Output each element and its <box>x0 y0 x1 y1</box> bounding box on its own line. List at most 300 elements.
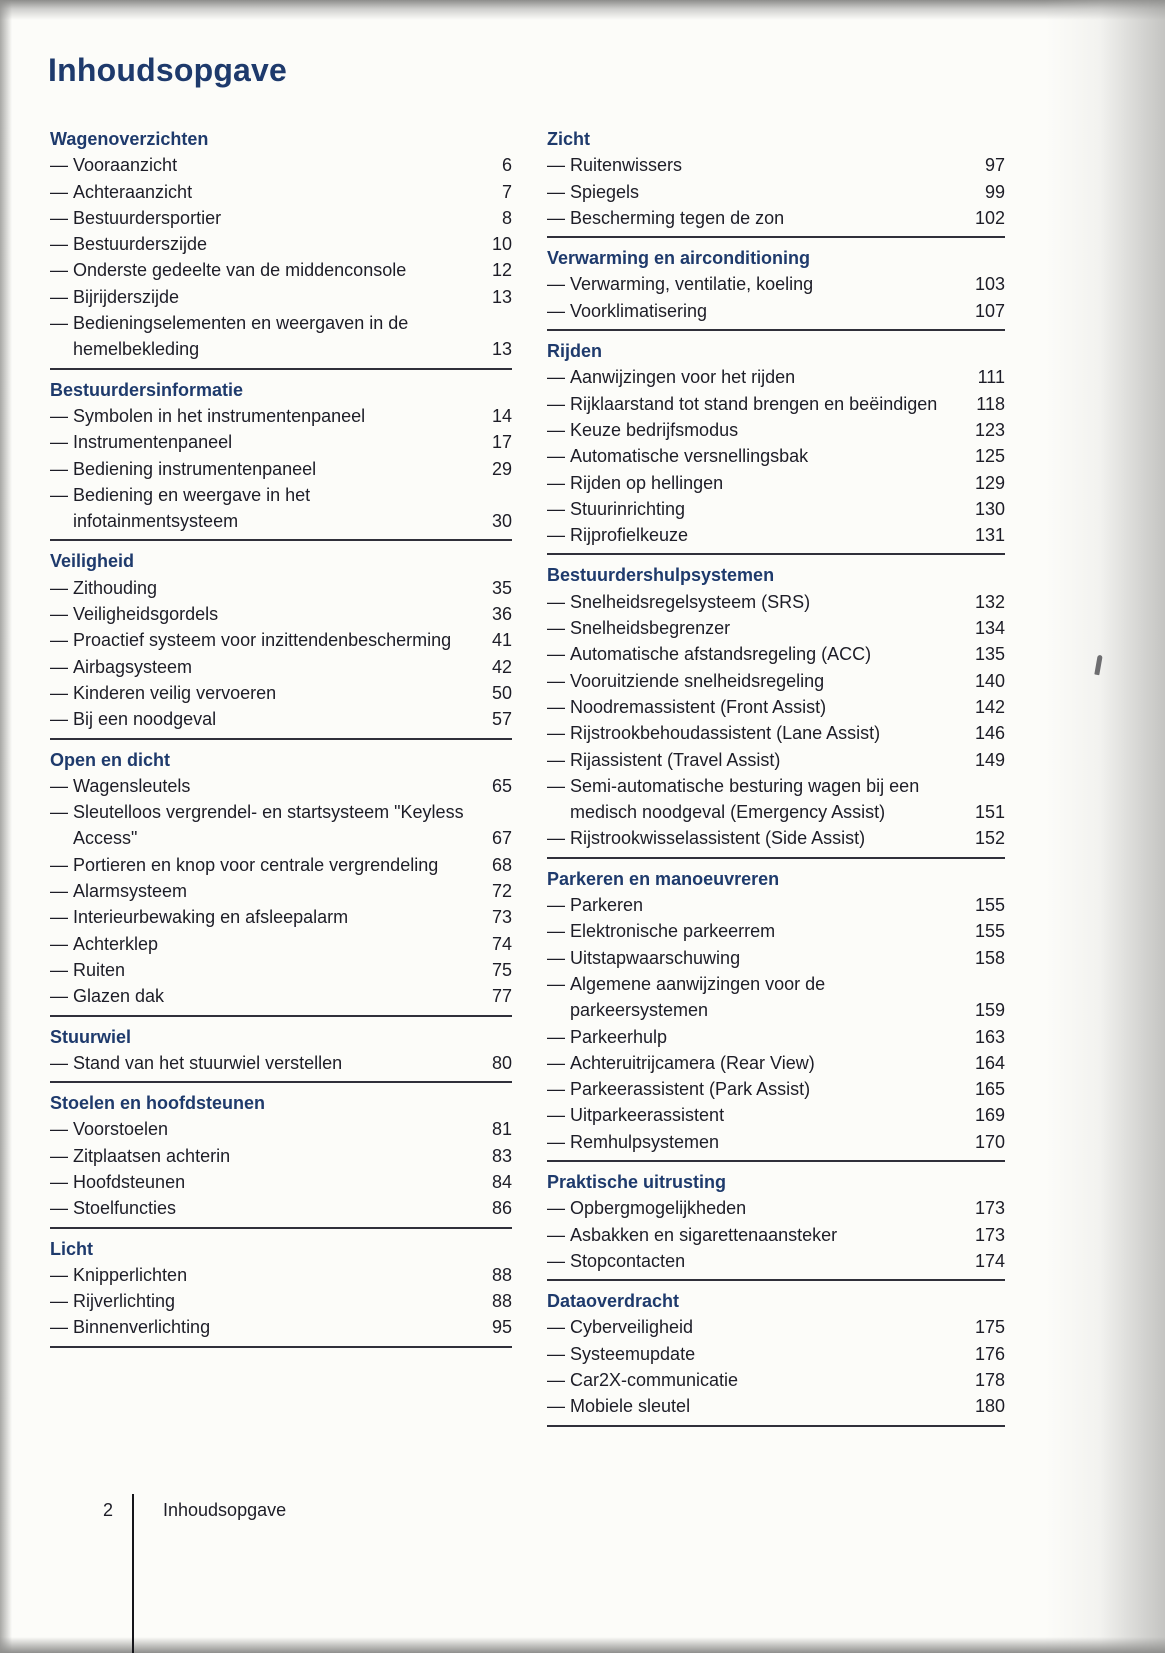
item-page-number: 155 <box>974 895 1005 916</box>
scan-edge-left <box>0 0 12 1653</box>
item-page-number: 36 <box>491 604 512 625</box>
item-page-number: 65 <box>491 775 512 796</box>
toc-item <box>50 429 512 455</box>
item-dash: — <box>547 1079 565 1100</box>
item-page-number: 158 <box>974 947 1005 968</box>
toc-item <box>547 1341 1005 1367</box>
item-label: Binnenverlichting <box>73 1317 211 1338</box>
item-dash: — <box>547 1198 565 1219</box>
item-label: Rijden op hellingen <box>570 472 724 493</box>
toc-item <box>547 892 1005 918</box>
item-page-number: 129 <box>974 472 1005 493</box>
toc-item <box>50 1195 512 1221</box>
item-page-number: 102 <box>974 207 1005 228</box>
item-page-number: 14 <box>491 405 512 426</box>
item-dash: — <box>50 1052 68 1073</box>
item-page-number: 146 <box>974 723 1005 744</box>
item-dash: — <box>50 986 68 1007</box>
item-dash: — <box>547 828 565 849</box>
item-label: Elektronische parkeerrem <box>570 921 776 942</box>
item-page-number: 80 <box>491 1052 512 1073</box>
page-title: Inhoudsopgave <box>48 52 288 88</box>
scan-edge-bottom <box>0 1637 1165 1653</box>
item-label: Achteraanzicht <box>73 181 193 202</box>
item-dash: — <box>547 446 565 467</box>
item-label: Bediening en weergave in het infotainmentsysteem <box>73 484 311 532</box>
item-page-number: 41 <box>491 630 512 651</box>
item-label: Rijprofielkeuze <box>570 525 689 546</box>
toc-item <box>50 773 512 799</box>
item-dash: — <box>547 1224 565 1245</box>
item-label: Rijassistent (Travel Assist) <box>570 749 781 770</box>
item-page-number: 130 <box>974 498 1005 519</box>
item-dash: — <box>547 921 565 942</box>
item-dash: — <box>547 1105 565 1126</box>
item-page-number: 83 <box>491 1145 512 1166</box>
item-label: Keuze bedrijfsmodus <box>570 419 739 440</box>
scan-edge-right <box>1045 0 1165 1653</box>
item-label: Remhulpsystemen <box>570 1131 720 1152</box>
toc-section <box>547 1169 1005 1281</box>
toc-item <box>547 1195 1005 1221</box>
item-dash: — <box>50 313 68 334</box>
toc-item <box>50 627 512 653</box>
toc-item <box>50 152 512 178</box>
item-label: Systeemupdate <box>570 1343 696 1364</box>
toc-item <box>50 179 512 205</box>
item-page-number: 176 <box>974 1343 1005 1364</box>
item-dash: — <box>50 155 68 176</box>
item-label: Bescherming tegen de zon <box>570 207 785 228</box>
section-header: Rijden <box>547 341 603 362</box>
section-header: Parkeren en manoeuvreren <box>547 868 780 889</box>
item-page-number: 123 <box>974 419 1005 440</box>
section-header: Verwarming en airconditioning <box>547 248 811 269</box>
toc-item <box>50 1288 512 1314</box>
toc-section <box>50 1090 512 1228</box>
item-label: Wagensleutels <box>73 775 191 796</box>
toc-item <box>547 522 1005 548</box>
item-page-number: 35 <box>491 577 512 598</box>
item-page-number: 29 <box>491 458 512 479</box>
toc-item <box>547 205 1005 231</box>
toc-section <box>547 126 1005 238</box>
toc-item <box>50 601 512 627</box>
item-dash: — <box>50 854 68 875</box>
item-label: Airbagsysteem <box>73 656 193 677</box>
item-dash: — <box>547 1317 565 1338</box>
item-page-number: 173 <box>974 1224 1005 1245</box>
item-dash: — <box>547 525 565 546</box>
item-label: Noodremassistent (Front Assist) <box>570 696 827 717</box>
toc-section <box>50 1236 512 1348</box>
item-label: Cyberveiligheid <box>570 1317 694 1338</box>
item-label: Voorstoelen <box>73 1119 169 1140</box>
item-page-number: 75 <box>491 959 512 980</box>
toc-item <box>547 1314 1005 1340</box>
item-dash: — <box>50 577 68 598</box>
toc-item <box>547 1393 1005 1419</box>
item-page-number: 155 <box>974 921 1005 942</box>
toc-item <box>547 470 1005 496</box>
item-dash: — <box>547 895 565 916</box>
item-label: Aanwijzingen voor het rijden <box>570 367 796 388</box>
item-page-number: 81 <box>491 1119 512 1140</box>
item-dash: — <box>547 670 565 691</box>
toc-item <box>50 1169 512 1195</box>
item-page-number: 84 <box>491 1171 512 1192</box>
item-dash: — <box>547 367 565 388</box>
toc-item <box>50 852 512 878</box>
item-page-number: 30 <box>491 511 512 532</box>
item-label: Rijklaarstand tot stand brengen en beëindigen <box>570 393 938 414</box>
item-dash: — <box>50 207 68 228</box>
item-dash: — <box>547 618 565 639</box>
item-page-number: 165 <box>974 1079 1005 1100</box>
item-dash: — <box>50 405 68 426</box>
item-dash: — <box>547 419 565 440</box>
item-label: Uitparkeerassistent <box>570 1105 725 1126</box>
toc-item <box>50 482 512 535</box>
item-page-number: 72 <box>491 881 512 902</box>
toc-item <box>547 1076 1005 1102</box>
item-label: Semi-automatische besturing wagen bij een medisch noodgeval (Emergency Assist) <box>570 775 920 823</box>
toc-item <box>50 680 512 706</box>
item-page-number: 170 <box>974 1131 1005 1152</box>
item-label: Verwarming, ventilatie, koeling <box>570 274 814 295</box>
item-dash: — <box>547 155 565 176</box>
item-dash: — <box>50 775 68 796</box>
toc-item <box>547 1102 1005 1128</box>
item-dash: — <box>50 802 68 823</box>
item-label: Asbakken en sigarettenaansteker <box>570 1224 838 1245</box>
section-header: Stoelen en hoofdsteunen <box>50 1093 266 1114</box>
footer-page-number: 2 <box>103 1500 114 1520</box>
item-dash: — <box>50 1264 68 1285</box>
item-dash: — <box>50 1198 68 1219</box>
item-dash: — <box>50 286 68 307</box>
toc-item <box>547 615 1005 641</box>
section-header: Veiligheid <box>50 551 135 572</box>
toc-item <box>547 971 1005 1024</box>
item-dash: — <box>547 1396 565 1417</box>
item-page-number: 8 <box>501 207 512 228</box>
item-label: Parkeerhulp <box>570 1026 668 1047</box>
item-dash: — <box>50 1317 68 1338</box>
item-page-number: 151 <box>974 802 1005 823</box>
item-page-number: 149 <box>974 749 1005 770</box>
item-dash: — <box>547 591 565 612</box>
item-label: Stuurinrichting <box>570 498 686 519</box>
item-label: Car2X-communicatie <box>570 1370 739 1391</box>
item-label: Bestuurderszijde <box>73 234 208 255</box>
item-label: Proactief systeem voor inzittendenbescherming <box>73 630 452 651</box>
section-header: Zicht <box>547 129 590 149</box>
toc-item <box>547 1129 1005 1155</box>
item-label: Bedieningselementen en weergaven in de hemelbekleding <box>73 313 409 360</box>
toc-item <box>547 391 1005 417</box>
item-label: Bestuurdersportier <box>73 207 222 228</box>
footer <box>0 1500 1165 1530</box>
item-page-number: 175 <box>974 1317 1005 1338</box>
item-label: Automatische afstandsregeling (ACC) <box>570 644 872 665</box>
item-label: Bediening instrumentenpaneel <box>73 458 317 479</box>
section-header: Bestuurdershulpsystemen <box>547 565 775 586</box>
item-page-number: 135 <box>974 644 1005 665</box>
item-label: Bijrijderszijde <box>73 286 180 307</box>
toc-item <box>547 1248 1005 1274</box>
toc-section <box>547 562 1005 858</box>
item-dash: — <box>50 709 68 730</box>
item-dash: — <box>547 1052 565 1073</box>
toc-item <box>50 1050 512 1076</box>
item-label: Kinderen veilig vervoeren <box>73 682 277 703</box>
toc-item <box>547 1367 1005 1393</box>
toc-section <box>50 377 512 542</box>
item-page-number: 178 <box>974 1370 1005 1391</box>
item-dash: — <box>547 696 565 717</box>
item-label: Stoelfuncties <box>73 1198 177 1219</box>
item-page-number: 163 <box>974 1026 1005 1047</box>
toc-item <box>547 152 1005 178</box>
item-label: Ruiten <box>73 959 126 980</box>
scan-edge-top <box>0 0 1165 20</box>
toc-item <box>547 694 1005 720</box>
item-dash: — <box>50 1119 68 1140</box>
item-dash: — <box>547 723 565 744</box>
toc-item <box>50 310 512 363</box>
toc-item <box>50 1143 512 1169</box>
toc-item <box>547 443 1005 469</box>
item-page-number: 7 <box>501 181 512 202</box>
toc-section <box>50 126 512 370</box>
item-dash: — <box>547 973 565 994</box>
item-dash: — <box>50 234 68 255</box>
toc-item <box>547 773 1005 826</box>
section-header: Bestuurdersinformatie <box>50 379 244 400</box>
item-page-number: 118 <box>976 393 1005 414</box>
toc-item <box>50 575 512 601</box>
item-dash: — <box>547 472 565 493</box>
item-label: Algemene aanwijzingen voor de parkeersystemen <box>570 973 826 1021</box>
toc-item <box>547 589 1005 615</box>
toc-section <box>50 1024 512 1084</box>
item-label: Stopcontacten <box>570 1250 686 1271</box>
item-dash: — <box>50 656 68 677</box>
item-label: Opbergmogelijkheden <box>570 1198 747 1219</box>
item-dash: — <box>547 1370 565 1391</box>
item-page-number: 88 <box>491 1291 512 1312</box>
toc-item <box>547 179 1005 205</box>
item-page-number: 74 <box>491 933 512 954</box>
item-dash: — <box>50 604 68 625</box>
toc-item <box>50 706 512 732</box>
toc-section <box>547 866 1005 1162</box>
item-page-number: 6 <box>501 155 512 176</box>
item-dash: — <box>50 907 68 928</box>
item-label: Hoofdsteunen <box>73 1171 186 1192</box>
item-page-number: 164 <box>974 1052 1005 1073</box>
item-page-number: 132 <box>974 591 1005 612</box>
item-dash: — <box>547 274 565 295</box>
item-label: Knipperlichten <box>73 1264 188 1285</box>
section-header: Open en dicht <box>50 749 171 770</box>
footer-label: Inhoudsopgave <box>163 1500 287 1520</box>
item-label: Spiegels <box>570 181 640 202</box>
toc-column-right <box>547 126 1005 1434</box>
item-page-number: 131 <box>974 525 1005 546</box>
item-page-number: 50 <box>491 682 512 703</box>
item-page-number: 67 <box>491 828 512 849</box>
item-dash: — <box>547 498 565 519</box>
toc-item <box>50 931 512 957</box>
item-label: Parkeerassistent (Park Assist) <box>570 1079 811 1100</box>
toc-item <box>50 1116 512 1142</box>
toc-item <box>547 364 1005 390</box>
toc-item <box>547 1222 1005 1248</box>
toc-item <box>50 799 512 852</box>
toc-item <box>50 403 512 429</box>
item-label: Rijverlichting <box>73 1291 176 1312</box>
toc-item <box>547 668 1005 694</box>
item-label: Achteruitrijcamera (Rear View) <box>570 1052 815 1073</box>
item-page-number: 12 <box>491 260 512 281</box>
item-label: Ruitenwissers <box>570 155 683 176</box>
toc-item <box>50 904 512 930</box>
toc-item <box>547 747 1005 773</box>
item-page-number: 134 <box>974 618 1005 639</box>
toc-item <box>50 231 512 257</box>
item-page-number: 88 <box>491 1264 512 1285</box>
toc-item <box>547 298 1005 324</box>
item-dash: — <box>547 207 565 228</box>
item-page-number: 99 <box>984 181 1005 202</box>
item-dash: — <box>547 1026 565 1047</box>
item-page-number: 73 <box>491 907 512 928</box>
item-page-number: 152 <box>974 828 1005 849</box>
item-page-number: 97 <box>984 155 1005 176</box>
toc-item <box>50 1314 512 1340</box>
section-header: Wagenoverzichten <box>50 129 209 149</box>
item-label: Achterklep <box>73 933 159 954</box>
item-page-number: 107 <box>974 300 1005 321</box>
item-page-number: 95 <box>491 1317 512 1338</box>
item-page-number: 174 <box>974 1250 1005 1271</box>
item-page-number: 173 <box>974 1198 1005 1219</box>
toc-item <box>50 1262 512 1288</box>
item-label: Onderste gedeelte van de middenconsole <box>73 260 407 281</box>
item-label: Voorklimatisering <box>570 300 708 321</box>
item-label: Rijstrookbehoudassistent (Lane Assist) <box>570 723 881 744</box>
item-dash: — <box>547 749 565 770</box>
toc-item <box>547 825 1005 851</box>
item-label: Bij een noodgeval <box>73 709 217 730</box>
item-label: Portieren en knop voor centrale vergrendeling <box>73 854 439 875</box>
item-dash: — <box>547 775 565 796</box>
item-dash: — <box>50 881 68 902</box>
toc-item <box>547 417 1005 443</box>
item-dash: — <box>50 1171 68 1192</box>
toc-item <box>547 496 1005 522</box>
item-label: Glazen dak <box>73 986 165 1007</box>
item-dash: — <box>547 300 565 321</box>
item-label: Uitstapwaarschuwing <box>570 947 741 968</box>
item-label: Symbolen in het instrumentenpaneel <box>73 405 366 426</box>
item-dash: — <box>547 1131 565 1152</box>
item-dash: — <box>547 1343 565 1364</box>
toc-item <box>50 257 512 283</box>
item-dash: — <box>50 432 68 453</box>
item-dash: — <box>547 181 565 202</box>
toc-item <box>50 654 512 680</box>
toc-item <box>547 945 1005 971</box>
toc-section <box>547 1288 1005 1426</box>
item-label: Automatische versnellingsbak <box>570 446 809 467</box>
toc-item <box>547 1050 1005 1076</box>
item-page-number: 169 <box>974 1105 1005 1126</box>
toc-section <box>547 338 1005 555</box>
toc-item <box>547 1024 1005 1050</box>
toc-section <box>50 747 512 1017</box>
item-dash: — <box>50 260 68 281</box>
item-page-number: 13 <box>491 286 512 307</box>
item-page-number: 13 <box>491 339 512 360</box>
item-dash: — <box>50 1291 68 1312</box>
item-page-number: 77 <box>491 986 512 1007</box>
item-page-number: 17 <box>491 432 512 453</box>
toc-item <box>547 720 1005 746</box>
item-dash: — <box>50 682 68 703</box>
toc-item <box>547 641 1005 667</box>
item-dash: — <box>547 393 565 414</box>
section-header: Licht <box>50 1238 93 1259</box>
item-dash: — <box>50 1145 68 1166</box>
item-label: Stand van het stuurwiel verstellen <box>73 1052 343 1073</box>
item-page-number: 42 <box>491 656 512 677</box>
item-dash: — <box>50 959 68 980</box>
item-label: Zithouding <box>73 577 158 598</box>
item-label: Vooraanzicht <box>73 155 178 176</box>
toc-item <box>547 918 1005 944</box>
item-label: Parkeren <box>570 895 644 916</box>
toc-section <box>547 245 1005 331</box>
toc-item <box>50 284 512 310</box>
item-page-number: 180 <box>974 1396 1005 1417</box>
item-dash: — <box>547 947 565 968</box>
item-label: Sleutelloos vergrendel- en startsysteem "Keyless Access" <box>73 802 464 849</box>
toc-item <box>50 456 512 482</box>
item-page-number: 103 <box>974 274 1005 295</box>
item-label: Snelheidsbegrenzer <box>570 618 731 639</box>
item-label: Rijstrookwisselassistent (Side Assist) <box>570 828 866 849</box>
item-dash: — <box>50 181 68 202</box>
toc-column-left <box>50 126 512 1355</box>
item-dash: — <box>547 644 565 665</box>
item-label: Mobiele sleutel <box>570 1396 691 1417</box>
item-page-number: 57 <box>491 709 512 730</box>
section-header: Dataoverdracht <box>547 1291 680 1312</box>
item-label: Vooruitziende snelheidsregeling <box>570 670 825 691</box>
item-label: Alarmsysteem <box>73 881 188 902</box>
item-page-number: 10 <box>491 234 512 255</box>
item-label: Instrumentenpaneel <box>73 432 233 453</box>
toc-item <box>50 878 512 904</box>
item-label: Snelheidsregelsysteem (SRS) <box>570 591 811 612</box>
item-dash: — <box>50 933 68 954</box>
item-dash: — <box>50 458 68 479</box>
item-page-number: 125 <box>974 446 1005 467</box>
item-page-number: 140 <box>974 670 1005 691</box>
